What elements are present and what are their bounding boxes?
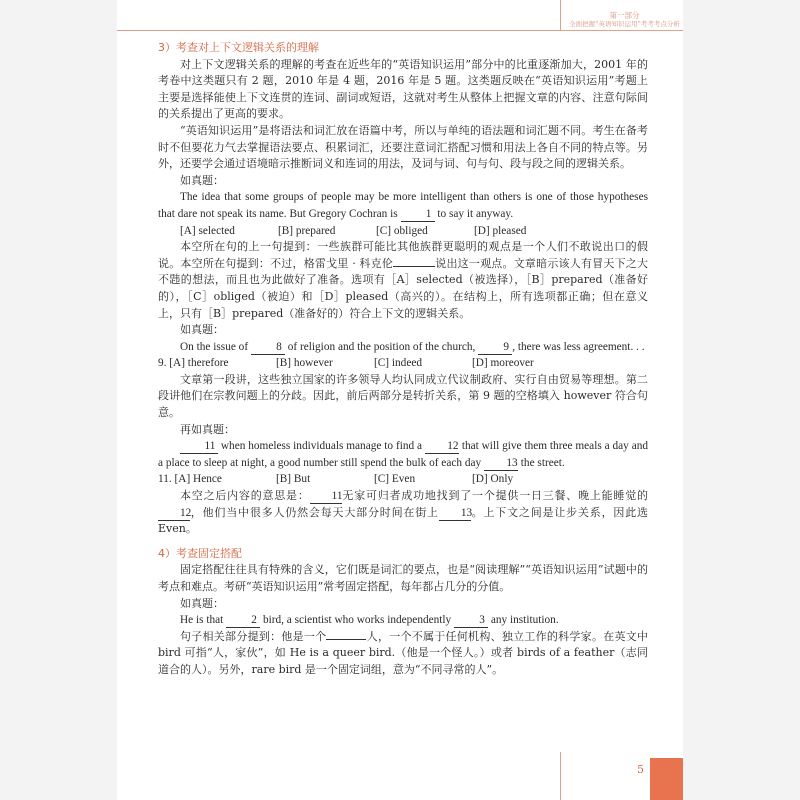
page-body — [158, 40, 648, 679]
example-1-options: [A] selected [B] prepared [C] obliged [D] pleased — [180, 224, 527, 237]
header-divider — [560, 0, 561, 30]
corner-tab — [650, 758, 683, 800]
example-2-options: 9. [A] therefore [B] however [C] indeed [D] moreover — [158, 357, 534, 370]
section-3-para-2: “英语知识运用”是将语法和词汇放在语篇中考，所以与单纯的语法题和词汇题不同。考生在备考时不但要花力气去掌握语法要点、积累词汇，还要注意词汇搭配习惯和用法上各自不同的特点等。另外，还要学会通过语境暗示推断词义和连词的用法，及词与词、句与句、段与段之间的逻辑关系。 — [158, 123, 648, 171]
blank-3: 3 — [454, 614, 488, 628]
footer-divider — [560, 752, 561, 800]
example-3-explanation: 本空之后内容的意思是： 11无家可归者成功地找到了一个提供一日三餐、晚上能睡觉的12，他们当中很多人仍然会每天大部分时间在街上 13。上下文之间是让步关系，因此选 Even。 — [158, 489, 649, 536]
example-2-label: 如真题： — [180, 323, 224, 337]
example-3-options: 11. [A] Hence [B] But [C] Even [D] Only — [158, 473, 514, 486]
running-header — [566, 12, 683, 36]
section-3-para-1: 对上下文逻辑关系的理解的考查在近些年的“英语知识运用”部分中的比重逐渐加大，2001 年的考卷中这类题只有 2 题，2010 年是 4 题，2016 年是 5 题。这类题反映在“英语知识运用”考题上主要是选择能使上下文连贯的连词、副词或短语，这就对考生从整体上把握文章的内容、注意句际间的关系提出了更高的要求。 — [158, 57, 648, 121]
example-3-label: 再如真题： — [180, 422, 235, 436]
example-1-text: The idea that some groups of people may be more intelligent than others is one of those hypotheses that dare not speak its name. But Gregory Cochran is 1 to say it anyway. — [158, 191, 648, 220]
header-subtitle: 全面把握“英语知识运用”考考考点分析 — [569, 20, 680, 28]
example-4-label: 如真题： — [180, 596, 224, 610]
header-part: 第一部分 — [609, 11, 640, 20]
blank-8: 8 — [251, 341, 285, 355]
example-1-explanation: 本空所在句的上一句提到：一些族群可能比其他族群更聪明的观点是一个人们不敢说出口的假说。本空所在句提到：不过，格雷戈里 · 科克伦 说出这一观点。文章暗示该人有冒天下之大不韪的想法，而且也为此做好了准备。选项有［A］selected（被选择），［B］prepared（准备好的），［C］obliged（被迫）和［D］pleased（高兴的）。在结构上，所有选项都正确；但在意义上，只有［B］prepared（准备好的）符合上下文的逻辑关系。 — [158, 240, 649, 320]
example-1-label: 如真题： — [180, 173, 224, 187]
blank-13: 13 — [484, 457, 518, 471]
section-4-para-1: 固定搭配往往具有特殊的含义，它们既是词汇的要点，也是“阅读理解”“英语知识运用”试题中的考点和难点。考研“英语知识运用”常考固定搭配，每年都占几分的分值。 — [158, 563, 648, 593]
section-4-title: 4）考查固定搭配 — [158, 546, 242, 560]
example-3-text: 11 when homeless individuals manage to find a 12 that will give them three meals a day and a place to sleep at night, a good number still spend the bulk of each day 13 the street. — [158, 440, 649, 469]
blank-12: 12 — [425, 440, 459, 454]
section-3-title: 3）考查对上下文逻辑关系的理解 — [158, 41, 319, 54]
example-2-explanation: 文章第一段讲，这些独立国家的许多领导人均认同成立代议制政府、实行自由贸易等理想。第二段讲他们在宗教问题上的分歧。因此，前后两部分是转折关系，第 9 题的空格填入 however 符合句意。 — [158, 372, 648, 420]
example-2-text: On the issue of 8 of religion and the position of the church, 9 , there was less agreement. . . — [180, 340, 645, 353]
blank-11: 11 — [180, 440, 218, 454]
blank-1: 1 — [401, 208, 435, 222]
blank-9: 9 — [478, 341, 512, 355]
page-number: 5 — [637, 763, 644, 776]
example-4-text: He is that 2 bird, a scientist who works independently 3 any institution. — [180, 614, 559, 627]
example-4-explanation: 句子相关部分提到：他是一个 人，一个不属于任何机构、独立工作的科学家。在英文中 bird 可指“人，家伙”，如 He is a queer bird.（他是一个怪人。）或者 birds of a feather（志同道合的人）。另外，rare bird 是一个固定词组，意为“不同寻常的人”。 — [158, 629, 648, 676]
blank-2: 2 — [226, 614, 260, 628]
